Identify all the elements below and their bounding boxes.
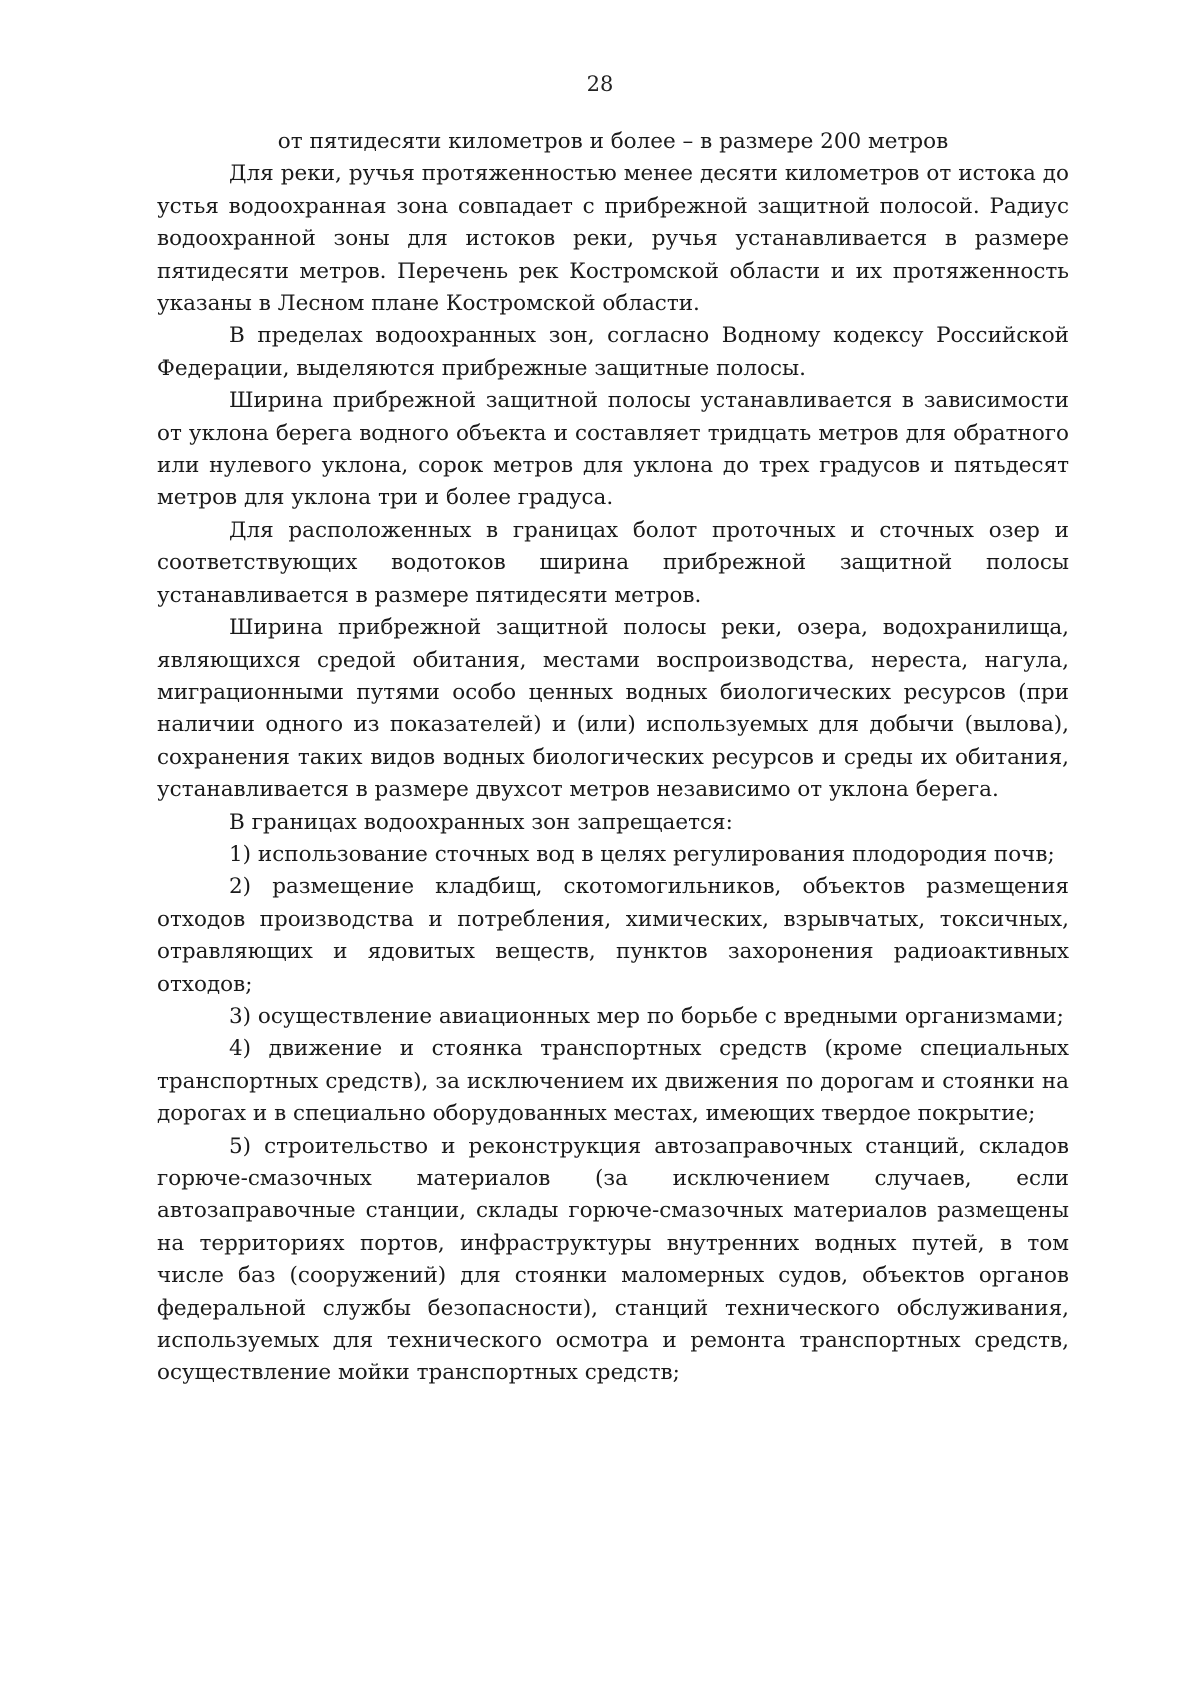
paragraph: Ширина прибрежной защитной полосы устанавливается в зависимости от уклона берега водного объекта и составляет тридцать метров для обратного или нулевого уклона, сорок метров для уклона до трех градусов и пятьдесят метров для уклона три и более градуса. — [157, 388, 1069, 511]
paragraph-continuation: от пятидесяти километров и более – в размере 200 метров — [277, 129, 949, 154]
list-item: 4) движение и стоянка транспортных средств (кроме специальных транспортных средств), за исключением их движения по дорогам и стоянки на дорогах и в специально оборудованных местах, имеющих твердое покрытие; — [157, 1036, 1069, 1127]
list-item: 2) размещение кладбищ, скотомогильников, объектов размещения отходов производства и потребления, химических, взрывчатых, токсичных, отравляющих и ядовитых веществ, пунктов захоронения радиоактивных отходов; — [157, 874, 1069, 997]
list-intro: В границах водоохранных зон запрещается: — [229, 809, 733, 835]
list-item: 3) осуществление авиационных мер по борьбе с вредными организмами; — [229, 1003, 1064, 1029]
paragraph: Ширина прибрежной защитной полосы реки, озера, водохранилища, являющихся средой обитания, местами воспроизводства, нереста, нагула, миграционными путями особо ценных водных биологических ресурсов (при наличии одного из показателей) и (или) используемых для добычи (вылова), сохранения таких видов водных биологических ресурсов и среды их обитания, устанавливается в размере двухсот метров независимо от уклона берега. — [157, 615, 1069, 803]
page-number: 28 — [586, 72, 614, 96]
document-body — [157, 126, 1069, 1390]
paragraph: В пределах водоохранных зон, согласно Водному кодексу Российской Федерации, выделяются прибрежные защитные полосы. — [157, 323, 1069, 381]
list-item: 5) строительство и реконструкция автозаправочных станций, складов горюче-смазочных материалов (за исключением случаев, если автозаправочные станции, склады горюче-смазочных материалов размещены на территориях портов, инфраструктуры внутренних водных путей, в том числе баз (сооружений) для стоянки маломерных судов, объектов органов федеральной службы безопасности), станций технического обслуживания, используемых для технического осмотра и ремонта транспортных средств, осуществление мойки транспортных средств; — [157, 1133, 1069, 1386]
paragraph: Для расположенных в границах болот проточных и сточных озер и соответствующих водотоков ширина прибрежной защитной полосы устанавливается в размере пятидесяти метров. — [157, 517, 1069, 608]
paragraph: Для реки, ручья протяженностью менее десяти километров от истока до устья водоохранная зона совпадает с прибрежной защитной полосой. Радиус водоохранной зоны для истоков реки, ручья устанавливается в размере пятидесяти метров. Перечень рек Костромской области и их протяженность указаны в Лесном плане Костромской области. — [157, 161, 1069, 317]
list-item: 1) использование сточных вод в целях регулирования плодородия почв; — [229, 841, 1055, 867]
